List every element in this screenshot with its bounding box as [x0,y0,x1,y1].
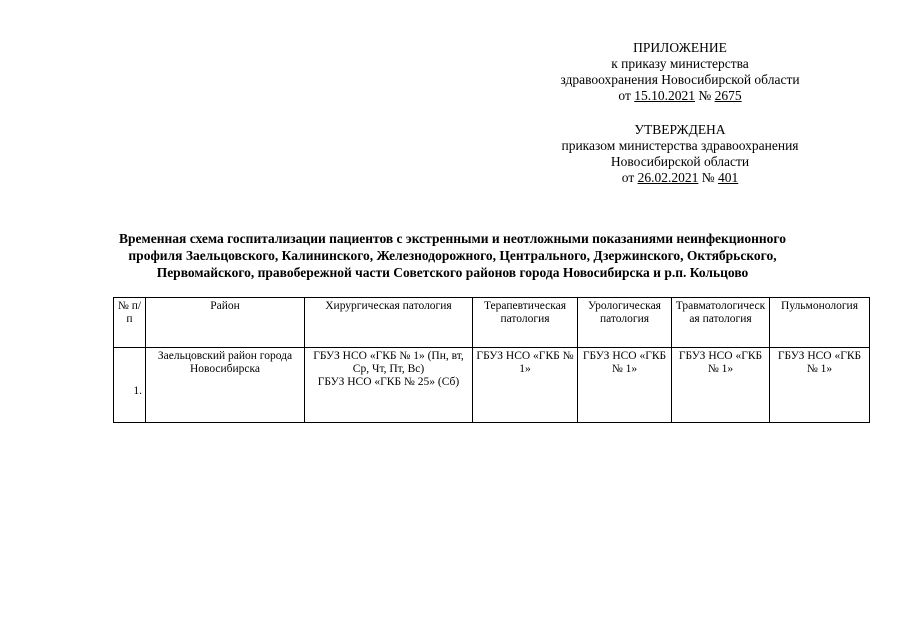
row-urology: ГБУЗ НСО «ГКБ № 1» [578,348,672,423]
appendix-date-prefix: от [618,88,635,103]
header-row [114,298,870,348]
title-line3: Первомайского, правобережной части Советского районов города Новосибирска и р.п. Кольцово [156,265,749,280]
title-line1: Временная схема госпитализации пациентов с экстренными и неотложными показаниями неинфекционного [119,231,786,246]
document-title [60,230,845,281]
appendix-number: 2675 [714,88,742,103]
appendix-order-ref [520,88,840,104]
header-surgery: Хирургическая патология [305,298,473,348]
appendix-header [520,40,840,186]
header-num: № п/п [114,298,146,348]
appendix-label: ПРИЛОЖЕНИЕ [633,40,727,55]
header-urology: Урологическая патология [578,298,672,348]
appendix-line2: здравоохранения Новосибирской области [560,72,800,87]
approved-line2: Новосибирской области [610,154,750,169]
header-trauma: Травматологическая патология [672,298,770,348]
hospitalization-table [113,297,870,423]
title-line2: профиля Заельцовского, Калининского, Железнодорожного, Центрального, Дзержинского, Октябрьского, [128,248,777,263]
approved-date-prefix: от [621,170,638,185]
row-pulmo: ГБУЗ НСО «ГКБ № 1» [770,348,870,423]
row-surgery [305,348,473,423]
approved-line1: приказом министерства здравоохранения [561,138,799,153]
approved-order-ref [520,170,840,186]
header-pulmo: Пульмонология [770,298,870,348]
approved-number: 401 [718,170,739,185]
row-num: 1. [114,348,146,423]
row-therapy: ГБУЗ НСО «ГКБ № 1» [473,348,578,423]
row-surgery-line1: ГБУЗ НСО «ГКБ № 1» (Пн, вт, Ср, Чт, Пт, Вс) [313,350,464,375]
appendix-num-prefix: № [694,88,715,103]
row-surgery-line2: ГБУЗ НСО «ГКБ № 25» (Сб) [317,376,460,388]
appendix-date: 15.10.2021 [634,88,695,103]
approved-label: УТВЕРЖДЕНА [634,122,726,137]
approved-date: 26.02.2021 [637,170,699,185]
header-therapy: Терапевтическая патология [473,298,578,348]
row-trauma: ГБУЗ НСО «ГКБ № 1» [672,348,770,423]
approved-num-prefix: № [698,170,718,185]
row-district: Заельцовский район города Новосибирска [146,348,305,423]
table-row [114,348,870,423]
header-district: Район [146,298,305,348]
appendix-line1: к приказу министерства [611,56,749,71]
spacer [520,104,840,122]
